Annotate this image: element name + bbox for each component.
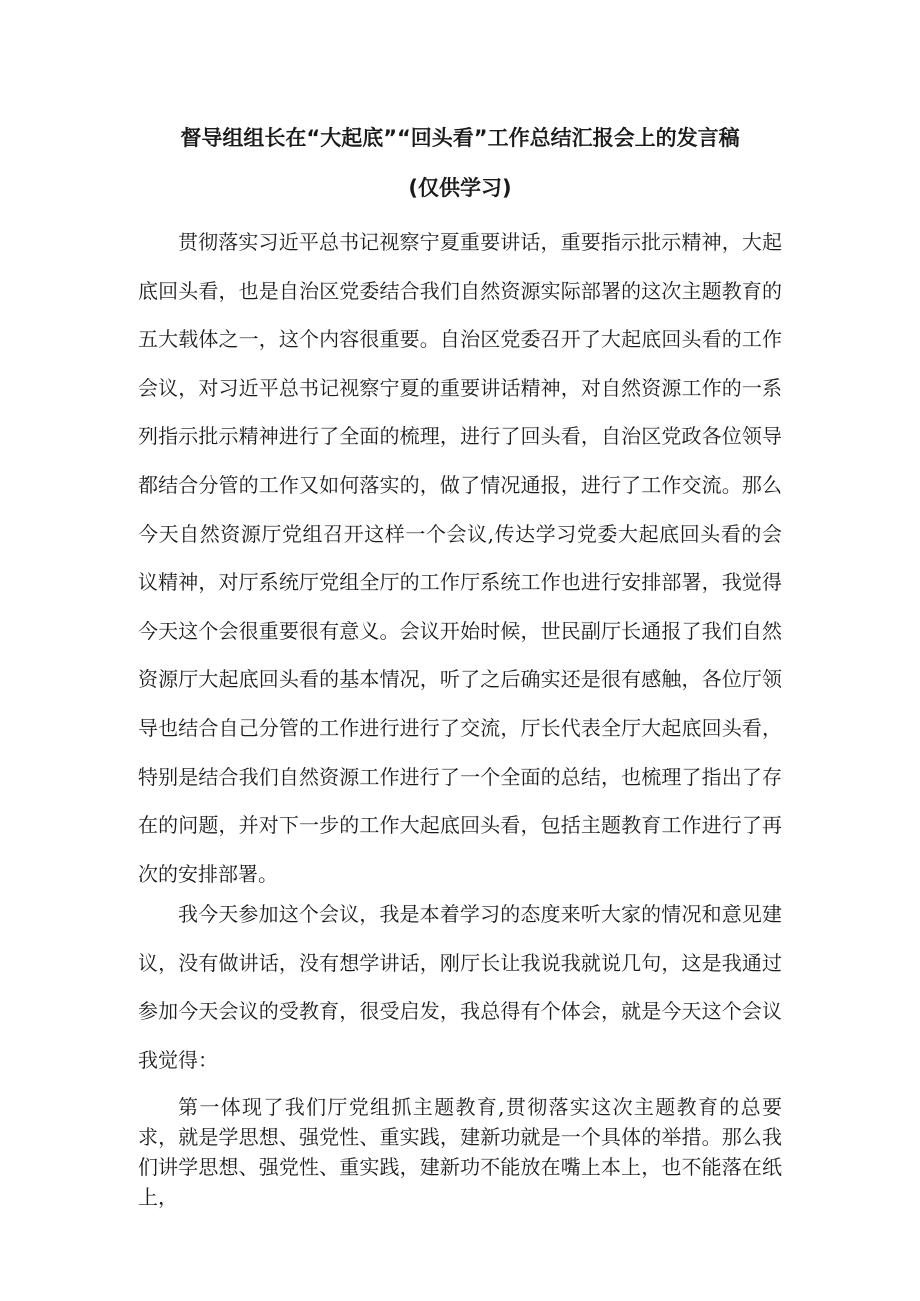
paragraph-3: 第一体现了我们厅党组抓主题教育,贯彻落实这次主题教育的总要求，就是学思想、强党性、重实践，建新功就是一个具体的举措。那么我们讲学思想、强党性、重实践，建新功不能放在嘴上本上，也不能落在纸上， [138,1095,782,1209]
paragraph-1: 贯彻落实习近平总书记视察宁夏重要讲话，重要指示批示精神，大起底回头看，也是自治区党委结合我们自然资源实际部署的这次主题教育的五大载体之一，这个内容很重要。自治区党委召开了大起底回头看的工作会议，对习近平总书记视察宁夏的重要讲话精神，对自然资源工作的一系列指示批示精神进行了全面的梳理，进行了回头看，自治区党政各位领导都结合分管的工作又如何落实的，做了情况通报，进行了工作交流。那么今天自然资源厅党组召开这样一个会议,传达学习党委大起底回头看的会议精神，对厅系统厅党组全厅的工作厅系统工作也进行安排部署，我觉得今天这个会很重要很有意义。会议开始时候，世民副厅长通报了我们自然资源厅大起底回头看的基本情况，听了之后确实还是很有感触，各位厅领导也结合自己分管的工作进行进行了交流，厅长代表全厅大起底回头看，特别是结合我们自然资源工作进行了一个全面的总结，也梳理了指出了存在的问题，并对下一步的工作大起底回头看，包括主题教育工作进行了再次的安排部署。 [138,230,782,886]
document-title: 督导组组长在“大起底”“回头看”工作总结汇报会上的发言稿 [180,126,740,150]
paragraph-2: 我今天参加这个会议，我是本着学习的态度来听大家的情况和意见建议，没有做讲话，没有想学讲话，刚厅长让我说我就说几句，这是我通过参加今天会议的受教育，很受启发，我总得有个体会，就是今天这个会议我觉得： [138,902,782,1072]
document-subtitle: (仅供学习) [408,176,512,200]
